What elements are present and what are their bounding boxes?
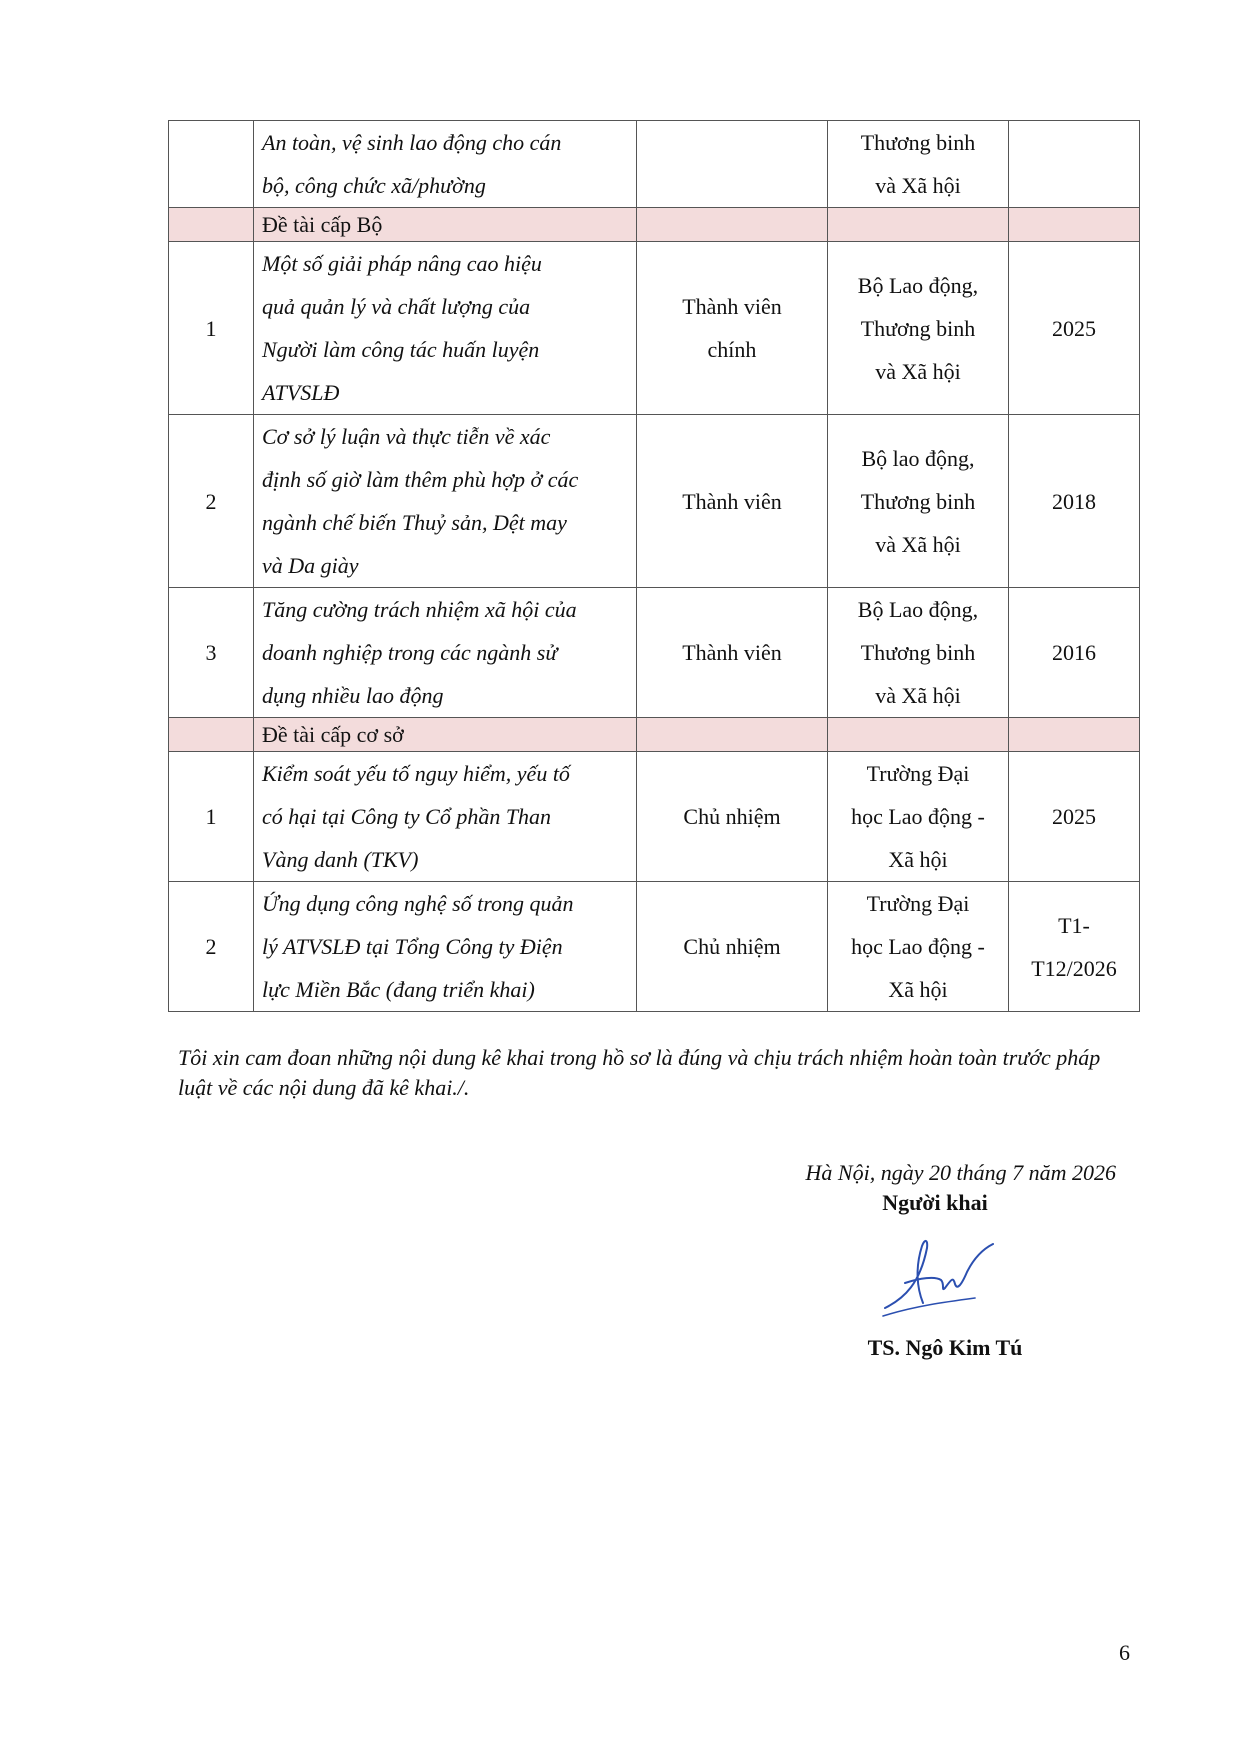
- research-projects-table: [168, 120, 1140, 1012]
- table-row: [169, 588, 1140, 718]
- page-number: 6: [1119, 1640, 1130, 1665]
- project-name-cell: [254, 121, 637, 208]
- row-number-cell: [169, 415, 254, 588]
- row-number-cell: [169, 242, 254, 415]
- section-label: Đề tài cấp Bộ: [254, 208, 637, 242]
- project-name: Ứng dụng công nghệ số trong quản lý ATVSLĐ tại Tổng Công ty Điện lực Miền Bắc (đang triển khai): [262, 891, 574, 1002]
- row-number: 2: [205, 934, 217, 959]
- managing-organization-cell: [828, 415, 1009, 588]
- project-name-cell: [254, 588, 637, 718]
- signer-name: TS. Ngô Kim Tú: [867, 1335, 1023, 1360]
- declaration-text: Tôi xin cam đoan những nội dung kê khai trong hồ sơ là đúng và chịu trách nhiệm hoàn toàn trước pháp luật về các nội dung đã kê khai./.: [178, 1045, 1101, 1100]
- role-cell: [637, 208, 828, 242]
- row-number: 2: [205, 488, 217, 514]
- project-name: Một số giải pháp nâng cao hiệu quả quản lý và chất lượng của Người làm công tác huấn luyện ATVSLĐ: [262, 251, 542, 405]
- managing-organization: Bộ Lao động, Thương binh và Xã hội: [857, 272, 979, 384]
- project-year-cell: [1009, 242, 1140, 415]
- signer-title: Người khai: [882, 1190, 988, 1215]
- project-name: Tăng cường trách nhiệm xã hội của doanh nghiệp trong các ngành sử dụng nhiều lao động: [262, 597, 577, 708]
- project-name-cell: [254, 242, 637, 415]
- place-date: Hà Nội, ngày 20 tháng 7 năm 2026: [805, 1160, 1116, 1185]
- row-number-cell: [169, 588, 254, 718]
- participant-role-cell: [637, 415, 828, 588]
- participant-role: Thành viên: [682, 640, 782, 665]
- row-number-cell: [169, 752, 254, 882]
- row-number-cell: [169, 121, 254, 208]
- managing-organization: Bộ Lao động, Thương binh và Xã hội: [857, 597, 979, 708]
- table-row: [169, 415, 1140, 588]
- no-cell: [169, 718, 254, 752]
- project-name-cell: [254, 882, 637, 1012]
- project-name: An toàn, vệ sinh lao động cho cán bộ, công chức xã/phường: [262, 130, 562, 198]
- managing-organization: Bộ lao động, Thương binh và Xã hội: [860, 445, 976, 557]
- project-name-cell: [254, 752, 637, 882]
- org-cell: [828, 718, 1009, 752]
- row-number: 3: [205, 640, 217, 665]
- participant-role-cell: [637, 242, 828, 415]
- project-year: T1- T12/2026: [1031, 912, 1117, 981]
- managing-organization: Thương binh và Xã hội: [860, 130, 976, 198]
- managing-organization-cell: [828, 121, 1009, 208]
- project-year-cell: [1009, 882, 1140, 1012]
- project-name-cell: [254, 415, 637, 588]
- participant-role-cell: [637, 121, 828, 208]
- project-year: 2016: [1052, 640, 1096, 665]
- managing-organization: Trường Đại học Lao động - Xã hội: [851, 761, 985, 872]
- role-cell: [637, 718, 828, 752]
- org-cell: [828, 208, 1009, 242]
- project-year: 2025: [1052, 804, 1096, 829]
- table-row: [169, 882, 1140, 1012]
- managing-organization-cell: [828, 242, 1009, 415]
- managing-organization-cell: [828, 752, 1009, 882]
- section-row: [169, 718, 1140, 752]
- year-cell: [1009, 208, 1140, 242]
- participant-role-cell: [637, 882, 828, 1012]
- project-year-cell: [1009, 121, 1140, 208]
- participant-role: Chủ nhiệm: [683, 804, 781, 829]
- year-cell: [1009, 718, 1140, 752]
- project-year-cell: [1009, 415, 1140, 588]
- project-year-cell: [1009, 588, 1140, 718]
- row-number-cell: [169, 882, 254, 1012]
- section-label: Đề tài cấp cơ sở: [254, 718, 637, 752]
- table-row: [169, 242, 1140, 415]
- participant-role-cell: [637, 588, 828, 718]
- handwritten-signature: [875, 1228, 1005, 1323]
- managing-organization: Trường Đại học Lao động - Xã hội: [851, 891, 985, 1002]
- project-name: Kiểm soát yếu tố nguy hiểm, yếu tố có hại tại Công ty Cổ phần Than Vàng danh (TKV): [262, 761, 570, 872]
- managing-organization-cell: [828, 588, 1009, 718]
- participant-role: Thành viên chính: [682, 294, 782, 362]
- managing-organization-cell: [828, 882, 1009, 1012]
- no-cell: [169, 208, 254, 242]
- participant-role: Thành viên: [682, 488, 782, 514]
- project-year: 2025: [1052, 315, 1096, 341]
- table-body: [169, 121, 1140, 1012]
- project-year: 2018: [1052, 488, 1096, 514]
- table-row: [169, 121, 1140, 208]
- section-row: [169, 208, 1140, 242]
- table-row: [169, 752, 1140, 882]
- participant-role-cell: [637, 752, 828, 882]
- project-name: Cơ sở lý luận và thực tiễn về xác định số giờ làm thêm phù hợp ở các ngành chế biến Thuỷ sản, Dệt may và Da giày: [262, 424, 579, 578]
- row-number: 1: [205, 804, 217, 829]
- row-number: 1: [205, 315, 217, 341]
- project-year-cell: [1009, 752, 1140, 882]
- participant-role: Chủ nhiệm: [683, 934, 781, 959]
